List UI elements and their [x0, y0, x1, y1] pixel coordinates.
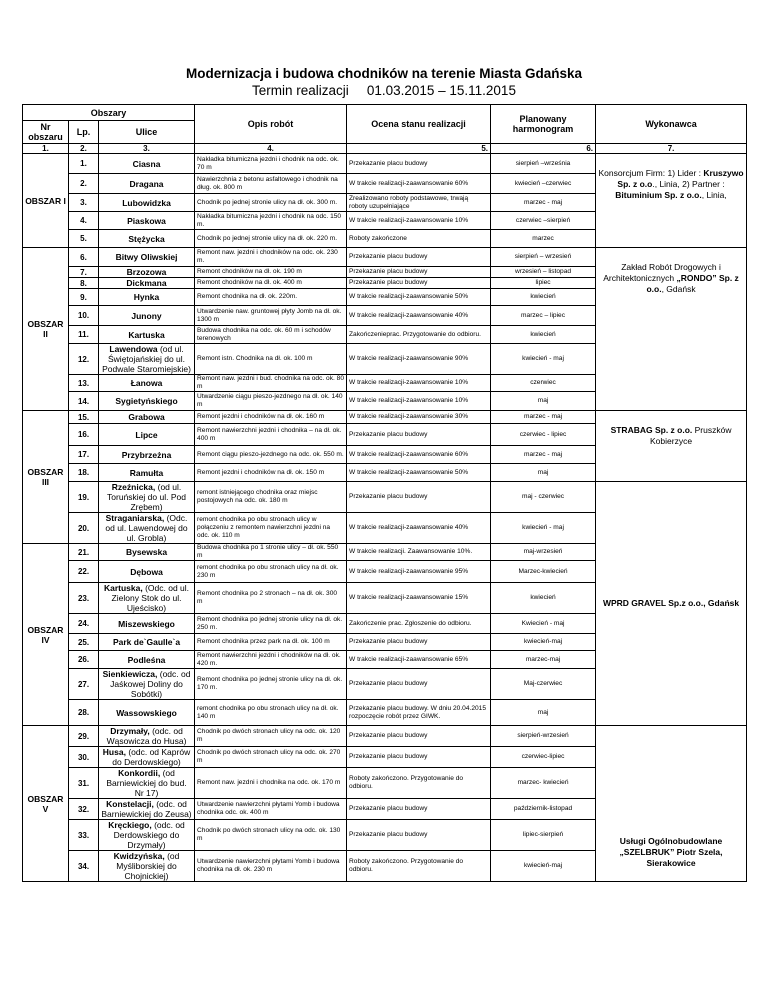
street-name: Piaskowa	[127, 215, 166, 226]
street-name: Przybrzeżna	[121, 449, 172, 460]
header-ocena: Ocena stanu realizacji	[347, 105, 491, 144]
contractor-text: STRABAG Sp. z o.o.	[610, 425, 693, 435]
schedule-cell: maj	[491, 392, 596, 411]
lp-cell: 9.	[69, 289, 99, 306]
schedule-cell: lipiec-sierpień	[491, 820, 596, 851]
contractor-text: „RONDO” Sp. z o.o.	[646, 273, 739, 294]
area-cell: OBSZAR II	[23, 248, 69, 411]
contractor-text: Kruszywo Sp. z o.o	[617, 168, 744, 189]
col-number: 3.	[99, 144, 195, 154]
contractor-text: WPRD GRAVEL Sp.z o.o., Gdańsk	[602, 598, 740, 608]
col-number: 5.	[347, 144, 491, 154]
street-cell	[99, 700, 195, 726]
street-cell	[99, 726, 195, 747]
street-name: Husa,	[102, 747, 126, 757]
table-row	[23, 154, 747, 174]
street-cell	[99, 544, 195, 561]
street-cell	[99, 174, 195, 194]
street-name: Konkordii,	[118, 768, 161, 778]
street-name: Sygietyńskiego	[115, 396, 178, 406]
status-cell: Przekazanie placu budowy	[347, 278, 491, 289]
street-cell	[99, 561, 195, 583]
contractor-text: ., Linia, 2) Partner :	[652, 179, 725, 189]
street-cell	[99, 267, 195, 278]
status-cell: Przekazanie placu budowy	[347, 482, 491, 513]
street-name: Stężycka	[128, 233, 165, 244]
schedule-cell: kwiecień	[491, 326, 596, 344]
street-cell	[99, 446, 195, 464]
schedule-cell: sierpień –września	[491, 154, 596, 174]
street-cell	[99, 392, 195, 411]
lp-cell: 8.	[69, 278, 99, 289]
street-name: Park de`Gaulle`a	[112, 637, 181, 647]
desc-cell: Chodnik po dwóch stronach ulicy na odc. ok. 130 m	[195, 820, 347, 851]
schedule-cell: kwiecień-maj	[491, 851, 596, 882]
schedule-cell: Marzec-kwiecień	[491, 561, 596, 583]
term-label: Termin realizacji	[252, 83, 349, 98]
schedule-cell: Kwiecień - maj	[491, 614, 596, 634]
street-name: Podleśna	[127, 654, 166, 665]
status-cell: W trakcie realizacji-zaawansowanie 15%	[347, 583, 491, 614]
street-range: (od ul. Świętojańskiej do ul. Podwale Staromiejskie)	[102, 344, 191, 374]
desc-cell: Remont chodnika przez park na dł. ok. 100 m	[195, 634, 347, 651]
street-name: Bitwy Oliwskiej	[115, 252, 178, 262]
street-name: Hynka	[133, 292, 160, 302]
contractor-cell	[596, 482, 747, 726]
desc-cell: Remont chodników na dł. ok. 400 m	[195, 278, 347, 289]
street-name: Brzozowa	[126, 267, 167, 277]
street-name: Lubowidzka	[122, 197, 171, 208]
lp-cell: 5.	[69, 230, 99, 248]
contractor-cell	[596, 411, 747, 482]
desc-cell: Remont istn. Chodnika na dł. ok. 100 m	[195, 344, 347, 375]
street-range: (od ul. Toruńskiej do ul. Pod Zrębem)	[107, 482, 186, 512]
schedule-cell: maj-wrzesień	[491, 544, 596, 561]
street-name: Ramułta	[129, 467, 164, 478]
status-cell: Przekazanie placu budowy	[347, 154, 491, 174]
status-cell: W trakcie realizacji-zaawansowanie 40%	[347, 513, 491, 544]
street-range: (odc. od Wąsowicza do Husa)	[106, 726, 187, 746]
col-number: 1.	[23, 144, 69, 154]
lp-cell: 30.	[69, 747, 99, 768]
term-dates: 01.03.2015 – 15.11.2015	[366, 83, 516, 98]
table-row	[23, 482, 747, 513]
status-cell: Zakończenieprac. Przygotowanie do odbioru.	[347, 326, 491, 344]
street-cell	[99, 464, 195, 482]
desc-cell: Utwardzenie nawierzchni płytami Yomb i budowa chodnika odc. ok. 400 m	[195, 799, 347, 820]
desc-cell: Budowa chodnika po 1 stronie ulicy – dł. ok. 550 m	[195, 544, 347, 561]
schedule-cell: kwiecień	[491, 289, 596, 306]
contractor-text: , Linia,	[701, 190, 727, 200]
lp-cell: 17.	[69, 446, 99, 464]
street-cell	[99, 768, 195, 799]
desc-cell: Utwardzenie ciągu pieszo-jezdnego na dł. ok. 140 m	[195, 392, 347, 411]
col-number: 7.	[596, 144, 747, 154]
lp-cell: 3.	[69, 194, 99, 212]
status-cell: Przekazanie placu budowy	[347, 726, 491, 747]
status-cell: W trakcie realizacji-zaawansowanie 10%	[347, 392, 491, 411]
street-name: Lipce	[135, 429, 158, 440]
street-name: Konstelacji,	[106, 799, 154, 809]
desc-cell: Chodnik po jednej stronie ulicy na dł. ok. 220 m.	[195, 230, 347, 248]
status-cell: Roboty zakończono. Przygotowanie do odbioru.	[347, 851, 491, 882]
desc-cell: Utwardzenie naw. gruntowej płyty Jomb na dł. ok. 1300 m	[195, 306, 347, 326]
schedule-cell: marzec - maj	[491, 446, 596, 464]
desc-cell: Nakładka bitumiczna jezdni i chodnik na odc. ok. 70 m	[195, 154, 347, 174]
schedule-cell: kwiecień - maj	[491, 344, 596, 375]
lp-cell: 26.	[69, 651, 99, 669]
header-lp: Lp.	[69, 121, 99, 144]
header-opis: Opis robót	[195, 105, 347, 144]
desc-cell: remont istniejącego chodnika oraz miejsc postojowych na odc. ok. 180 m	[195, 482, 347, 513]
desc-cell: Remont naw. jezdni i bud. chodnika na odc. ok. 80 m	[195, 375, 347, 392]
schedule-cell: czerwiec-lipiec	[491, 747, 596, 768]
desc-cell: Remont naw. jezdni i chodnika na odc. ok. 170 m	[195, 768, 347, 799]
contractor-text: , Gdańsk	[661, 284, 696, 294]
contractor-text: Zakład Robót Drogowych i Architektonicznych	[603, 262, 721, 283]
status-cell: Przekazanie placu budowy	[347, 267, 491, 278]
lp-cell: 10.	[69, 306, 99, 326]
status-cell: W trakcie realizacji-zaawansowanie 10%	[347, 375, 491, 392]
status-cell: Przekazanie placu budowy. W dniu 20.04.2015 rozpoczęcie robót przez GIWK.	[347, 700, 491, 726]
desc-cell: Remont chodnika po 2 stronach – na dł. ok. 300 m	[195, 583, 347, 614]
col-number: 6.	[491, 144, 596, 154]
lp-cell: 27.	[69, 669, 99, 700]
status-cell: W trakcie realizacji-zaawansowanie 50%	[347, 289, 491, 306]
status-cell: W trakcie realizacji-zaawansowanie 60%	[347, 174, 491, 194]
header-wykonawca: Wykonawca	[596, 105, 747, 144]
street-name: Lawendowa	[109, 344, 158, 354]
header-ulice: Ulice	[99, 121, 195, 144]
page-title: Modernizacja i budowa chodników na terenie Miasta Gdańska	[185, 66, 583, 81]
street-name: Rzeźnicka,	[111, 482, 156, 492]
schedule-cell: maj	[491, 700, 596, 726]
status-cell: Przekazanie placu budowy	[347, 820, 491, 851]
street-cell	[99, 375, 195, 392]
lp-cell: 22.	[69, 561, 99, 583]
street-cell	[99, 424, 195, 446]
desc-cell: Remont chodnika na dł. ok. 220m.	[195, 289, 347, 306]
lp-cell: 12.	[69, 344, 99, 375]
desc-cell: Remont nawierzchni jezdni i chodnika – na dł. ok. 400 m	[195, 424, 347, 446]
street-cell	[99, 154, 195, 174]
lp-cell: 25.	[69, 634, 99, 651]
contractor-cell	[596, 248, 747, 411]
lp-cell: 28.	[69, 700, 99, 726]
status-cell: Przekazanie placu budowy	[347, 747, 491, 768]
street-cell	[99, 651, 195, 669]
lp-cell: 18.	[69, 464, 99, 482]
lp-cell: 4.	[69, 212, 99, 230]
status-cell: W trakcie realizacji-zaawansowanie 40%	[347, 306, 491, 326]
lp-cell: 32.	[69, 799, 99, 820]
schedule-cell: lipiec	[491, 278, 596, 289]
header-harmonogram: Planowany harmonogram	[491, 105, 596, 144]
schedule-cell: kwiecień-maj	[491, 634, 596, 651]
street-cell	[99, 747, 195, 768]
lp-cell: 6.	[69, 248, 99, 267]
col-number: 2.	[69, 144, 99, 154]
lp-cell: 16.	[69, 424, 99, 446]
street-name: Dragana	[129, 178, 164, 189]
street-cell	[99, 230, 195, 248]
lp-cell: 33.	[69, 820, 99, 851]
contractor-text: Bituminium Sp. z o.o.	[615, 190, 702, 200]
lp-cell: 20.	[69, 513, 99, 544]
contractor-text: Usługi Ogólnobudowlane „SZELBRUK” Piotr Szela, Sierakowice	[619, 836, 723, 868]
area-cell: OBSZAR IV	[23, 544, 69, 726]
status-cell: W trakcie realizacji-zaawansowanie 95%	[347, 561, 491, 583]
area-cell: OBSZAR V	[23, 726, 69, 882]
desc-cell: Utwardzenie nawierzchni płytami Yomb i budowa chodnika na dł. ok. 230 m	[195, 851, 347, 882]
contractor-cell	[596, 726, 747, 882]
street-cell	[99, 820, 195, 851]
status-cell: Roboty zakończono. Przygotowanie do odbioru.	[347, 768, 491, 799]
status-cell: W trakcie realizacji-zaawansowanie 50%	[347, 464, 491, 482]
street-name: Łanowa	[130, 378, 163, 388]
status-cell: W trakcie realizacji-zaawansowanie 30%	[347, 411, 491, 424]
schedule-cell: sierpień – wrzesień	[491, 248, 596, 267]
desc-cell: Nakładka bitumiczna jezdni i chodnik na odc. 150 m.	[195, 212, 347, 230]
desc-cell: Remont chodnika po jednej stronie ulicy na dł. ok. 170 m.	[195, 669, 347, 700]
schedule-cell: wrzesień – listopad	[491, 267, 596, 278]
street-cell	[99, 344, 195, 375]
street-range: (od Barniewickiej do bud. Nr 17)	[106, 768, 187, 798]
status-cell: Przekazanie placu budowy	[347, 248, 491, 267]
status-cell: Przekazanie placu budowy	[347, 669, 491, 700]
desc-cell: Remont chodników na dł. ok. 190 m	[195, 267, 347, 278]
schedule-cell: Maj-czerwiec	[491, 669, 596, 700]
lp-cell: 19.	[69, 482, 99, 513]
contractor-text: Pruszków Kobierzyce	[650, 425, 732, 446]
schedule-cell: czerwiec	[491, 375, 596, 392]
desc-cell: Remont jezdni i chodników na dł. ok. 150 m	[195, 464, 347, 482]
status-cell: W trakcie realizacji-zaawansowanie 10%	[347, 212, 491, 230]
desc-cell: remont chodnika po obu stronach ulicy w połączeniu z remontem nawierzchni jezdni na odc. ok. 110 m	[195, 513, 347, 544]
street-name: Dickmana	[126, 278, 167, 288]
status-cell: W trakcie realizacji. Zaawansowanie 10%.	[347, 544, 491, 561]
schedule-cell: marzec – lipiec	[491, 306, 596, 326]
street-cell	[99, 634, 195, 651]
street-range: (od Myśliborskiej do Chojnickiej)	[116, 851, 180, 881]
lp-cell: 1.	[69, 154, 99, 174]
table-row	[23, 411, 747, 424]
street-cell	[99, 306, 195, 326]
table-row	[23, 726, 747, 747]
street-name: Drzymały,	[110, 726, 150, 736]
street-name: Kwidzyńska,	[113, 851, 165, 861]
status-cell: Roboty zakończone	[347, 230, 491, 248]
street-range: (odc. od Derdowskiego do Drzymały)	[113, 820, 185, 850]
street-range: (odc. od Kaprów do Derdowskiego)	[112, 747, 191, 767]
desc-cell: Remont nawierzchni jezdni i chodników na dł. ok. 420 m.	[195, 651, 347, 669]
status-cell: Zakończenie prac. Zgłoszenie do odbioru.	[347, 614, 491, 634]
street-name: Dębowa	[130, 566, 163, 577]
street-name: Bysewska	[125, 547, 168, 557]
page-subtitle	[0, 83, 768, 98]
status-cell: Przekazanie placu budowy	[347, 799, 491, 820]
street-range: (Odc. od ul. Lawendowej do ul. Grobla)	[105, 513, 188, 543]
header-obszary: Obszary	[23, 105, 195, 121]
schedule-cell: maj	[491, 464, 596, 482]
table-row	[23, 248, 747, 267]
street-range: (odc. od Barniewickiej do Zeusa)	[101, 799, 192, 819]
street-cell	[99, 411, 195, 424]
street-range: (odc. od Jaśkowej Doliny do Sobótki)	[110, 669, 191, 699]
lp-cell: 2.	[69, 174, 99, 194]
street-name: Sienkiewicza,	[102, 669, 158, 679]
desc-cell: Budowa chodnika na odc. ok. 60 m i schodów terenowych	[195, 326, 347, 344]
area-cell: OBSZAR I	[23, 154, 69, 248]
street-cell	[99, 513, 195, 544]
street-cell	[99, 614, 195, 634]
desc-cell: remont chodnika po obu stronach ulicy na dł. ok. 230 m	[195, 561, 347, 583]
status-cell: W trakcie realizacji-zaawansowanie 90%	[347, 344, 491, 375]
street-name: Miszewskiego	[118, 618, 175, 629]
street-cell	[99, 799, 195, 820]
lp-cell: 13.	[69, 375, 99, 392]
schedule-cell: marzec - maj	[491, 411, 596, 424]
schedule-cell: czerwiec –sierpień	[491, 212, 596, 230]
street-cell	[99, 851, 195, 882]
street-name: Wassowskiego	[116, 707, 177, 718]
street-name: Junony	[131, 310, 162, 321]
area-cell: OBSZAR III	[23, 411, 69, 544]
street-cell	[99, 669, 195, 700]
lp-cell: 15.	[69, 411, 99, 424]
street-name: Kartuska	[128, 329, 165, 340]
status-cell: W trakcie realizacji-zaawansowanie 65%	[347, 651, 491, 669]
desc-cell: Chodnik po dwóch stronach ulicy na odc. ok. 270 m	[195, 747, 347, 768]
schedule-cell: kwiecień	[491, 583, 596, 614]
lp-cell: 34.	[69, 851, 99, 882]
schedule-cell: marzec- kwiecień	[491, 768, 596, 799]
lp-cell: 11.	[69, 326, 99, 344]
street-name: Grabowa	[128, 412, 165, 422]
street-name: Straganiarska,	[105, 513, 165, 523]
street-name: Kartuska,	[103, 583, 143, 593]
lp-cell: 24.	[69, 614, 99, 634]
street-cell	[99, 289, 195, 306]
works-table	[22, 104, 747, 882]
lp-cell: 21.	[69, 544, 99, 561]
contractor-text: Konsorcjum Firm: 1) Lider :	[598, 168, 704, 178]
status-cell: W trakcie realizacji-zaawansowanie 60%	[347, 446, 491, 464]
lp-cell: 7.	[69, 267, 99, 278]
desc-cell: Remont ciągu pieszo-jezdnego na odc. ok. 550 m.	[195, 446, 347, 464]
schedule-cell: sierpień-wrzesień	[491, 726, 596, 747]
schedule-cell: marzec	[491, 230, 596, 248]
desc-cell: Remont jezdni i chodników na dł. ok. 160 m	[195, 411, 347, 424]
desc-cell: remont chodnika po obu stronach ulicy na dł. ok. 140 m	[195, 700, 347, 726]
schedule-cell: kwiecień –czerwiec	[491, 174, 596, 194]
street-cell	[99, 326, 195, 344]
lp-cell: 23.	[69, 583, 99, 614]
schedule-cell: kwiecień - maj	[491, 513, 596, 544]
lp-cell: 29.	[69, 726, 99, 747]
street-cell	[99, 194, 195, 212]
schedule-cell: marzec - maj	[491, 194, 596, 212]
desc-cell: Chodnik po dwóch stronach ulicy na odc. ok. 120 m	[195, 726, 347, 747]
lp-cell: 14.	[69, 392, 99, 411]
street-cell	[99, 583, 195, 614]
desc-cell: Nawierzchnia z betonu asfaltowego i chodnik na dług. ok. 800 m	[195, 174, 347, 194]
status-cell: Przekazanie placu budowy	[347, 424, 491, 446]
header-nr: Nr obszaru	[23, 121, 69, 144]
schedule-cell: czerwiec - lipiec	[491, 424, 596, 446]
lp-cell: 31.	[69, 768, 99, 799]
contractor-cell	[596, 154, 747, 248]
desc-cell: Remont naw. jezdni i chodników na odc. ok. 230 m.	[195, 248, 347, 267]
schedule-cell: październik-listopad	[491, 799, 596, 820]
desc-cell: Chodnik po jednej stronie ulicy na dł. ok. 300 m.	[195, 194, 347, 212]
schedule-cell: maj - czerwiec	[491, 482, 596, 513]
col-number: 4.	[195, 144, 347, 154]
street-cell	[99, 248, 195, 267]
street-name: Ciasna	[132, 158, 161, 169]
street-cell	[99, 212, 195, 230]
street-cell	[99, 482, 195, 513]
street-name: Kręckiego,	[108, 820, 152, 830]
street-range: (Odc. od ul. Zielony Stok do ul. Ujeścisko)	[111, 583, 190, 613]
desc-cell: Remont chodnika po jednej stronie ulicy na dł. ok. 250 m.	[195, 614, 347, 634]
schedule-cell: marzec-maj	[491, 651, 596, 669]
status-cell: Przekazanie placu budowy	[347, 634, 491, 651]
street-cell	[99, 278, 195, 289]
status-cell: Zrealizowano roboty podstawowe, trwają roboty uzupełniające	[347, 194, 491, 212]
